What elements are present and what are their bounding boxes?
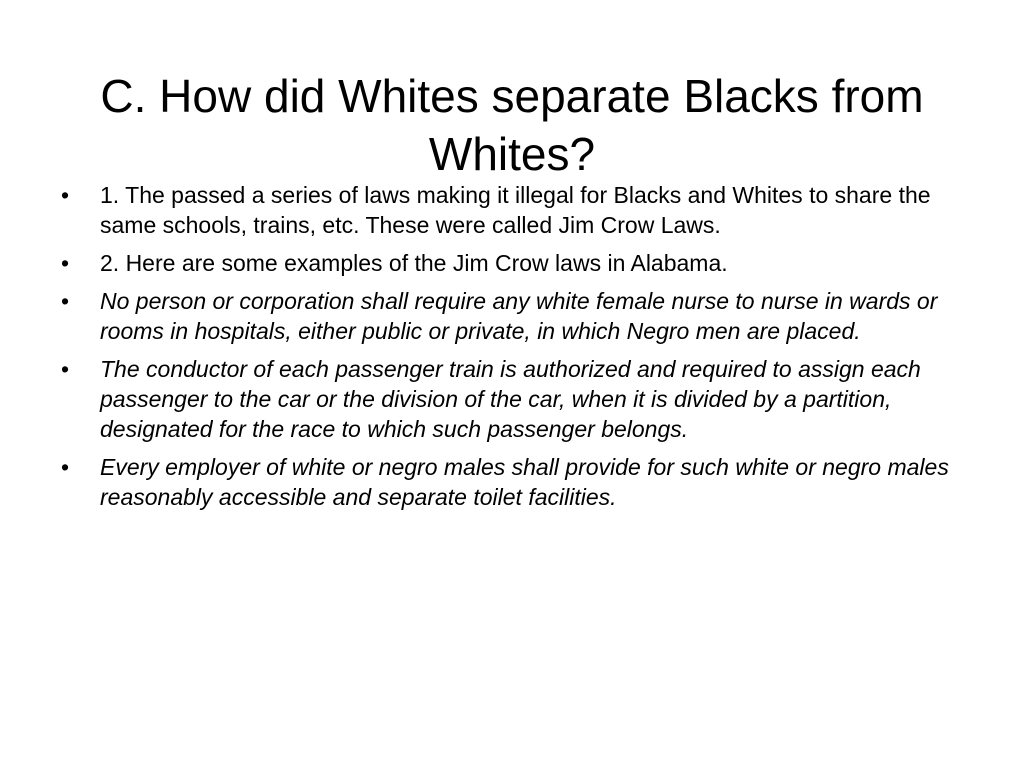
- bullet-item: [56, 180, 971, 240]
- bullet-dot-icon: •: [61, 356, 70, 382]
- bullet-item: [56, 248, 971, 278]
- bullet-dot-icon: •: [61, 250, 70, 276]
- bullet-text: The conductor of each passenger train is authorized and required to assign each passenger to the car or the division of the car, when it is divided by a partition, designated for the race to which such passenger belongs.: [100, 356, 921, 442]
- bullet-text: No person or corporation shall require any white female nurse to nurse in wards or rooms in hospitals, either public or private, in which Negro men are placed.: [100, 288, 938, 344]
- slide-title: C. How did Whites separate Blacks from Whites?: [100, 69, 924, 180]
- bullet-dot-icon: •: [61, 182, 70, 208]
- bullet-text: Every employer of white or negro males shall provide for such white or negro males reasonably accessible and separate toilet facilities.: [100, 454, 949, 510]
- bullet-text: 2. Here are some examples of the Jim Crow laws in Alabama.: [100, 250, 728, 276]
- bullet-dot-icon: •: [61, 288, 70, 314]
- bullet-item: [56, 286, 971, 346]
- bullet-list: [56, 180, 971, 520]
- bullet-item: [56, 452, 971, 512]
- bullet-dot-icon: •: [61, 454, 70, 480]
- bullet-text: 1. The passed a series of laws making it illegal for Blacks and Whites to share the same schools, trains, etc. These were called Jim Crow Laws.: [100, 182, 931, 238]
- bullet-item: [56, 354, 971, 444]
